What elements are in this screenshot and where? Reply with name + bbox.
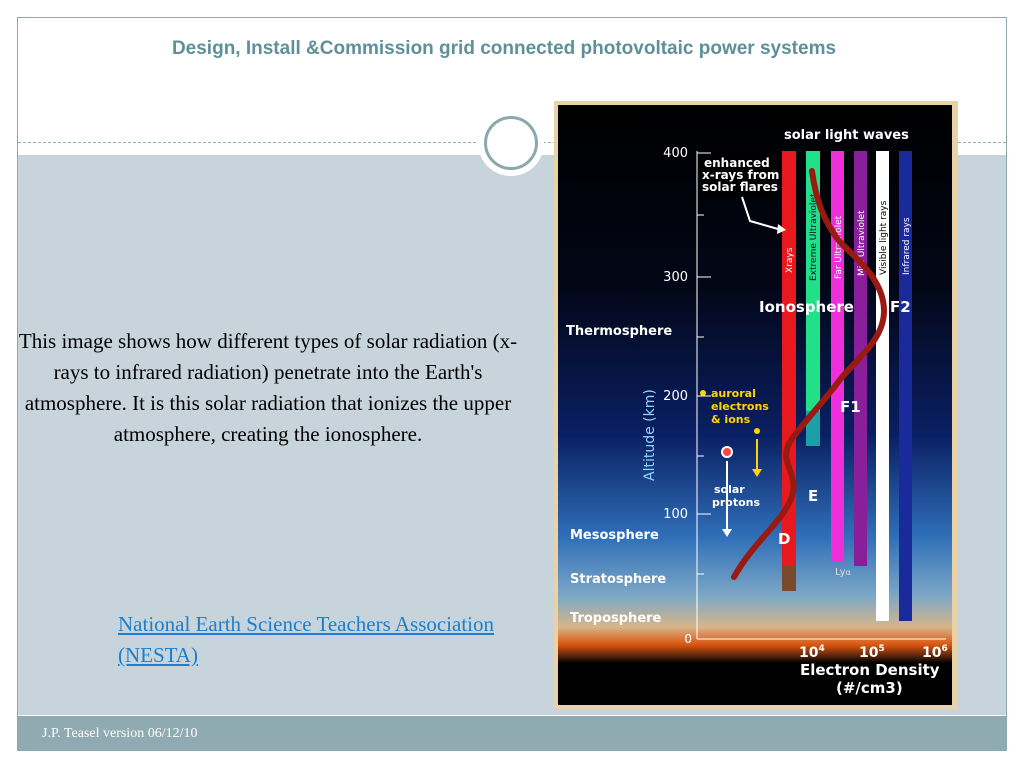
xrays-label: Xrays: [785, 247, 795, 273]
f1-region-label: F1: [840, 398, 861, 416]
footer-version-text: J.P. Teasel version 06/12/10: [42, 726, 198, 741]
x-tick-10e5: $10^5$: [859, 644, 885, 661]
d-region-label: D: [778, 530, 791, 548]
y-tick-0: 0: [684, 632, 692, 646]
xray-band-base: [782, 566, 796, 591]
proton-particle-icon: [722, 447, 732, 457]
altitude-axis-label: Altitude (km): [642, 389, 658, 481]
auroral-line1: auroral: [711, 387, 756, 400]
mesosphere-label: Mesosphere: [570, 528, 659, 543]
auroral-bullet-icon: [700, 390, 706, 396]
protons-line2: protons: [712, 496, 761, 509]
nesta-source-link[interactable]: National Earth Science Teachers Association (NESTA): [118, 612, 495, 667]
y-tick-100: 100: [663, 507, 688, 522]
muv-label: Mid Ultraviolet: [857, 210, 867, 276]
xray-band: [782, 151, 796, 591]
ionosphere-diagram-image: [554, 101, 958, 709]
density-axis-label-line1: Electron Density: [800, 661, 940, 679]
f2-region-label: F2: [890, 298, 911, 316]
circle-ring-icon: [484, 116, 538, 170]
ionosphere-diagram: [554, 101, 958, 709]
ionosphere-label: Ionosphere: [759, 298, 854, 316]
protons-line1: solar: [714, 483, 745, 496]
density-axis-label-line2: (#/cm3): [836, 679, 903, 697]
auroral-line2: electrons: [711, 400, 769, 413]
solar-light-waves-label: solar light waves: [784, 128, 909, 143]
infrared-label: Infrared rays: [902, 217, 912, 275]
troposphere-label: Troposphere: [570, 611, 662, 626]
auroral-particle-icon: [754, 428, 760, 434]
x-tick-10e4: $10^4$: [799, 644, 825, 661]
stratosphere-label: Stratosphere: [570, 572, 667, 587]
description-text: This image shows how different types of solar radiation (x-rays to infrared radiation) penetrate into the Earth's atmosphere. It is this solar radiation that ionizes the upper atmosphere, creating the ionosphere.: [18, 329, 518, 446]
lyman-alpha-label: Lyα: [835, 567, 851, 578]
thermosphere-label: Thermosphere: [566, 324, 673, 339]
visible-label: Visible light rays: [879, 200, 889, 275]
y-tick-200: 200: [663, 389, 688, 404]
fuv-label: Far Ultraviolet: [834, 215, 844, 279]
y-tick-400: 400: [663, 146, 688, 161]
xray-annotation-line3: solar flares: [702, 180, 778, 194]
y-tick-300: 300: [663, 270, 688, 285]
xray-annotation-line1: enhanced: [704, 156, 770, 170]
euv-label: Extreme Ultraviolet: [809, 193, 819, 281]
x-tick-10e6: $10^6$: [922, 644, 948, 661]
xray-annotation-line2: x-rays from: [702, 168, 780, 182]
auroral-line3: & ions: [711, 413, 751, 426]
fuv-band: [831, 151, 844, 561]
e-region-label: E: [808, 487, 819, 505]
slide-title: Design, Install &Commission grid connected photovoltaic power systems: [171, 38, 837, 59]
